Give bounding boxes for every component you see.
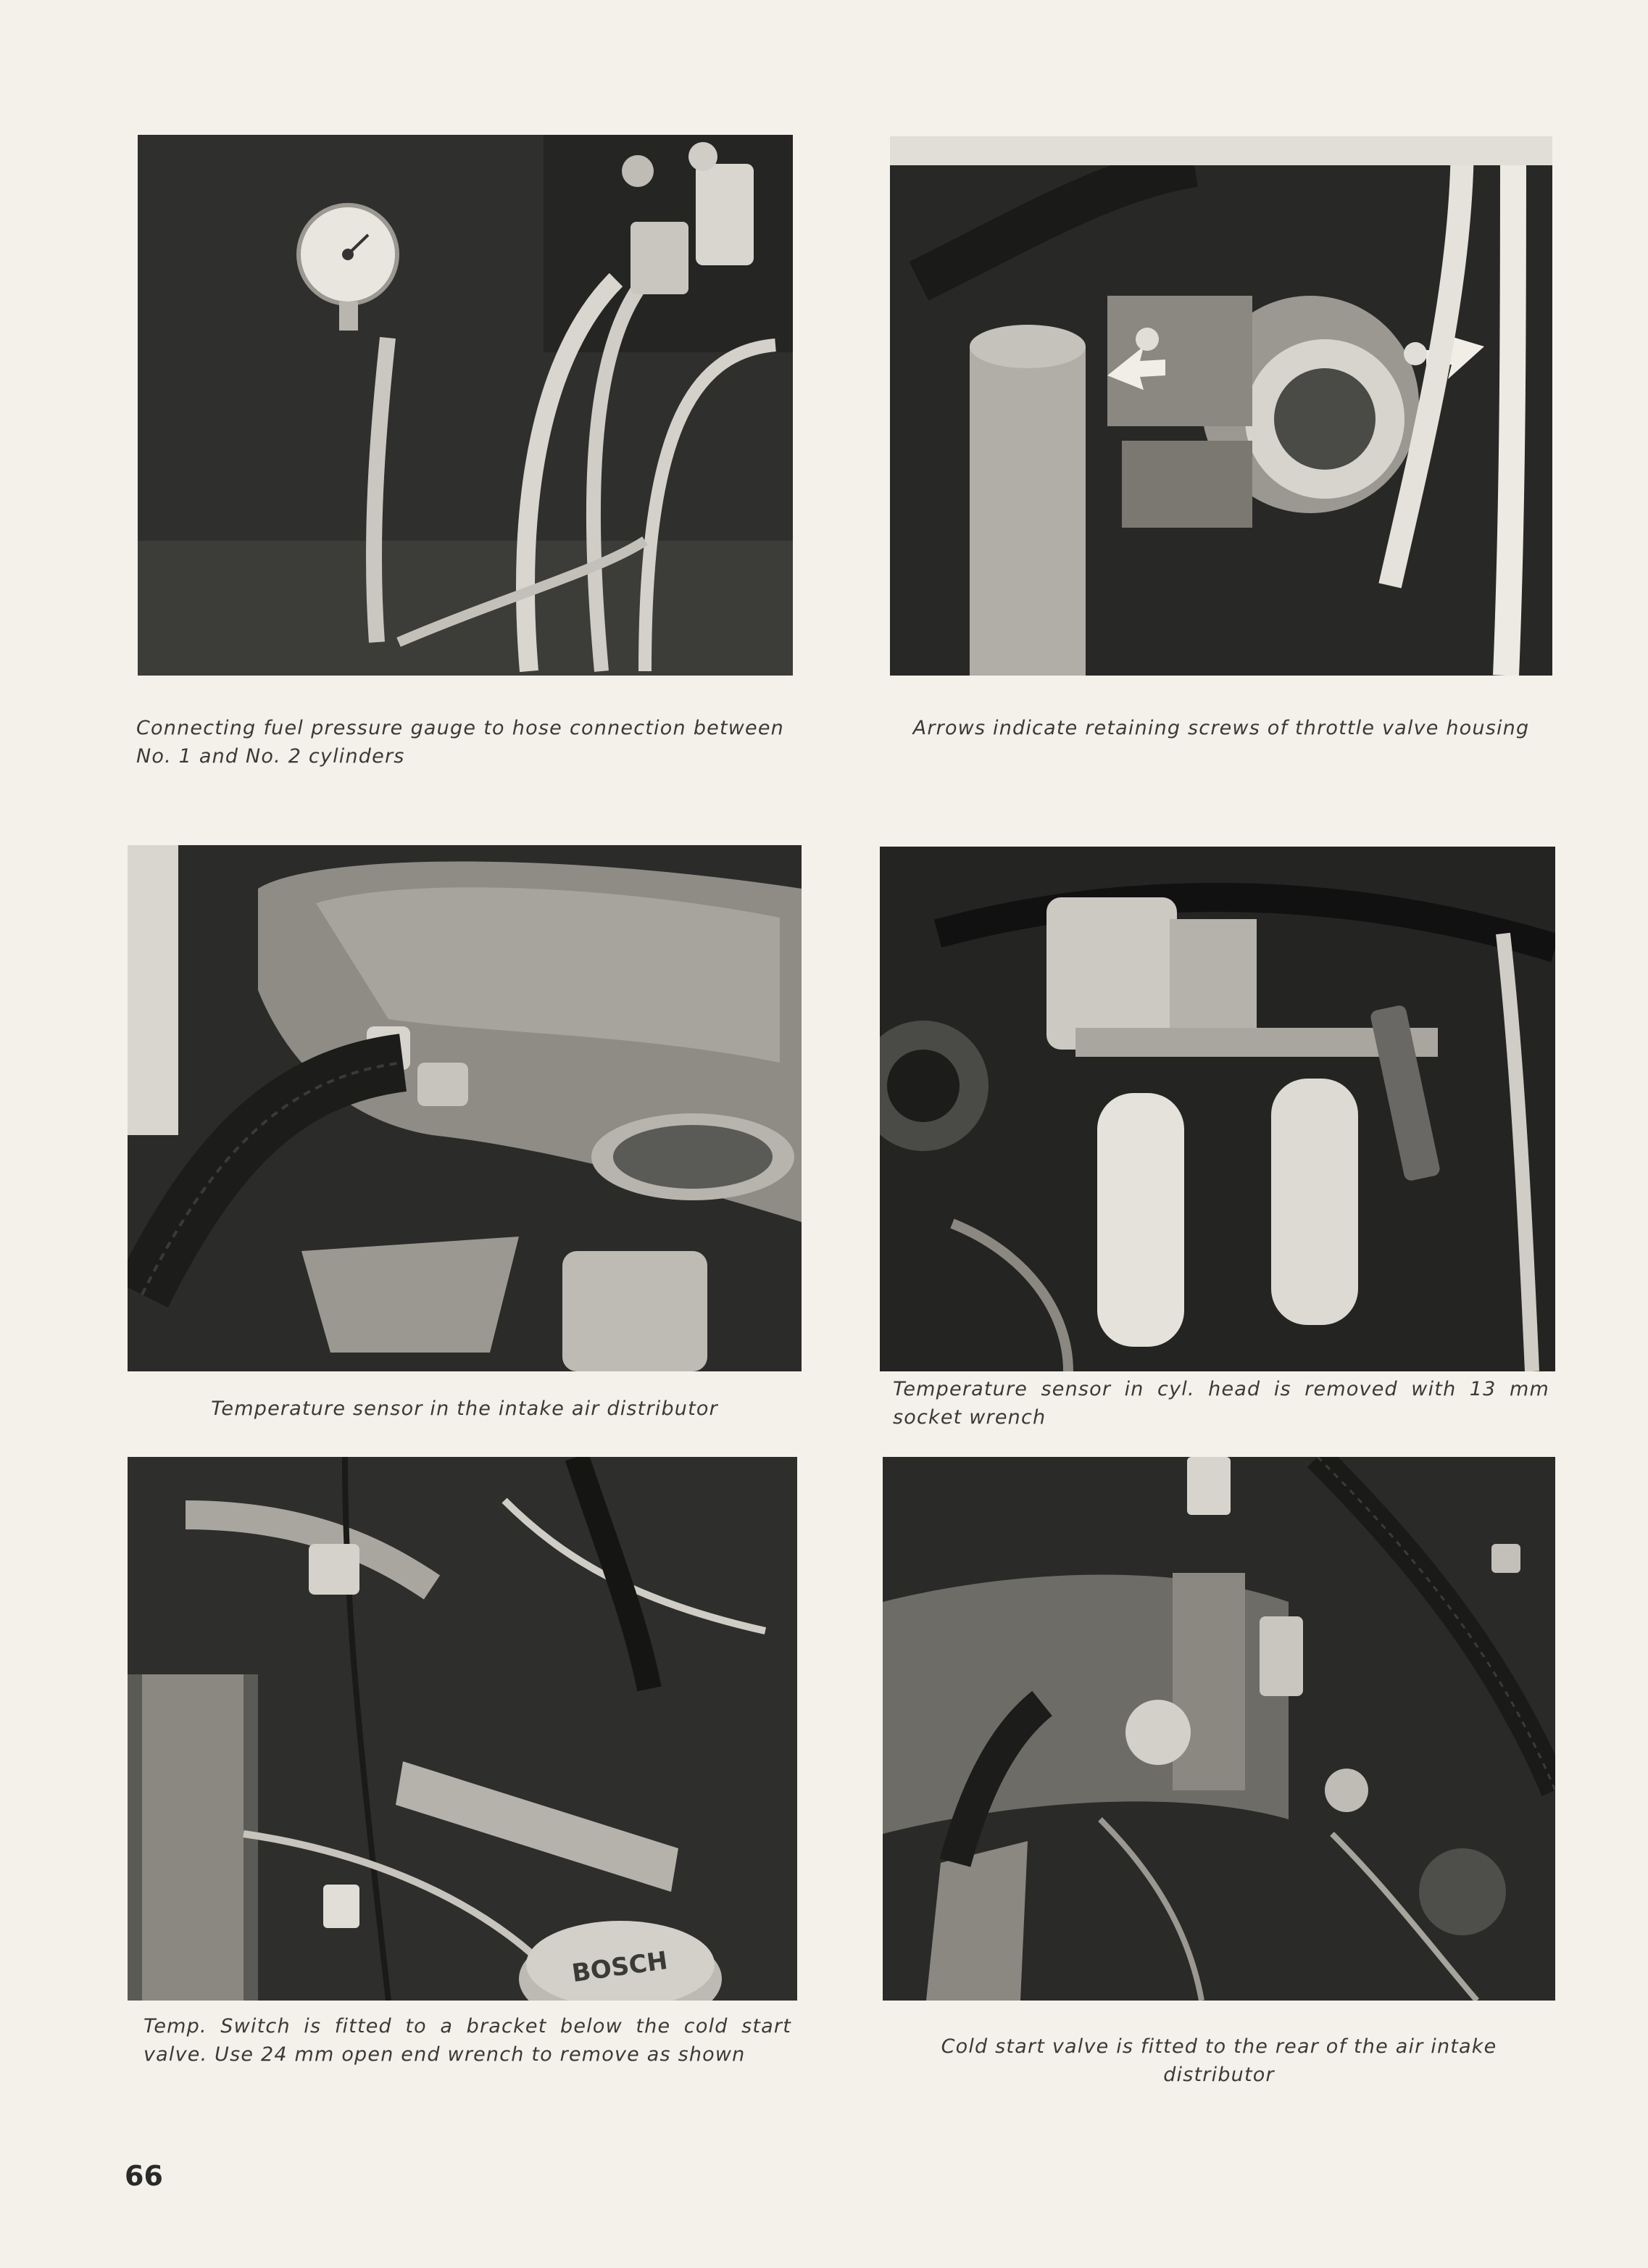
photo-temp-switch-bracket-image — [128, 1457, 797, 2001]
caption-cold-start-valve: Cold start valve is fitted to the rear of the air intake distributor — [941, 2035, 1497, 2086]
caption-intake-temp-sensor: Temperature sensor in the intake air distributor — [211, 1397, 718, 1420]
photo-fuel-pressure-gauge — [138, 135, 793, 676]
photo-intake-temp-sensor — [128, 845, 802, 1371]
bosch-label: BOSCH — [570, 1946, 670, 1989]
caption-cyl-head-temp-sensor: Temperature sensor in cyl. head is removed with 13 mm socket wrench — [893, 1378, 1549, 1429]
photo-fuel-pressure-gauge-image — [138, 135, 793, 676]
caption-throttle-valve-housing: Arrows indicate retaining screws of throttle valve housing — [912, 717, 1530, 739]
caption-temp-switch-bracket: Temp. Switch is fitted to a bracket below the cold start valve. Use 24 mm open end wrench to remove as shown — [143, 2015, 791, 2066]
photo-cyl-head-temp-sensor — [880, 847, 1555, 1371]
photo-cold-start-valve — [883, 1457, 1555, 2001]
page-number: 66 — [125, 2160, 163, 2192]
photo-throttle-valve-housing — [890, 136, 1552, 676]
photo-cyl-head-temp-sensor-image — [880, 847, 1555, 1371]
photo-throttle-valve-housing-image — [890, 136, 1552, 676]
photo-cold-start-valve-image — [883, 1457, 1555, 2001]
photo-temp-switch-bracket — [128, 1457, 797, 2001]
photo-intake-temp-sensor-image — [128, 845, 802, 1371]
caption-fuel-pressure-gauge: Connecting fuel pressure gauge to hose connection between No. 1 and No. 2 cylinders — [136, 717, 784, 768]
